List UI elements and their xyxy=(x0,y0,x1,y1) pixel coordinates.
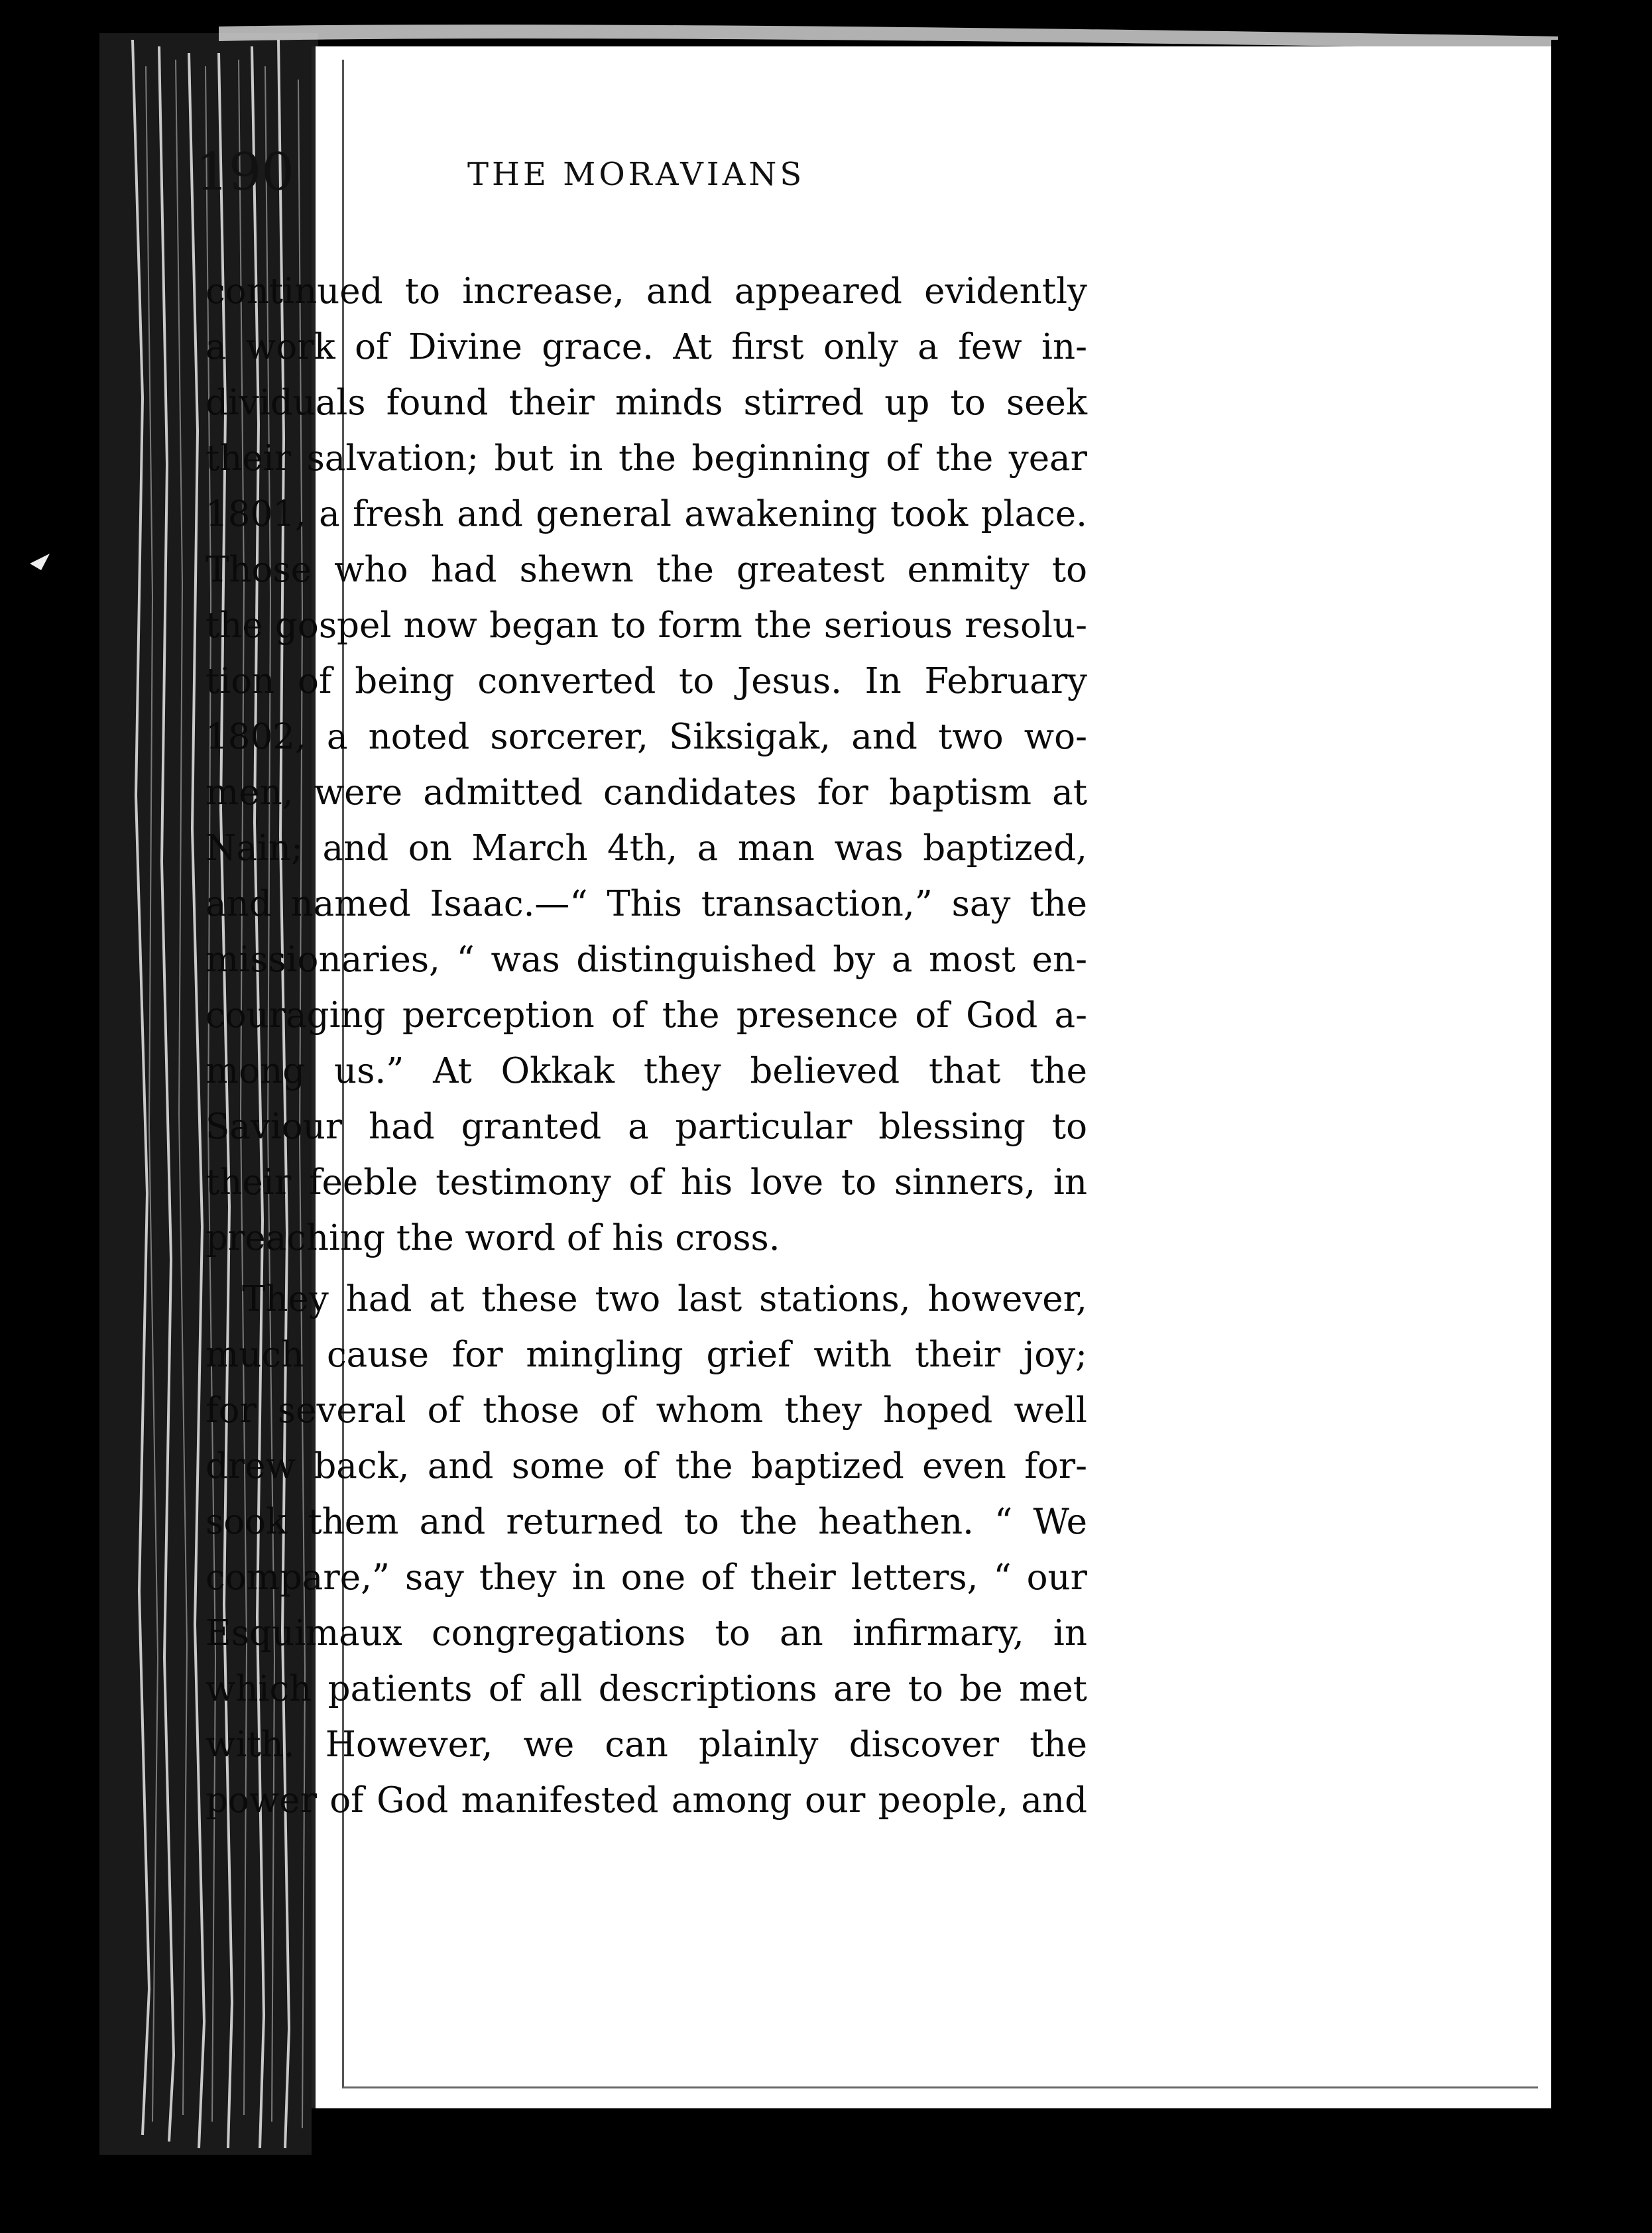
text-line: 1802, a noted sorcerer, Siksigak, and two wo- xyxy=(206,717,1087,757)
text-line: dividuals found their minds stirred up to seek xyxy=(206,383,1087,423)
running-title: THE MORAVIANS xyxy=(467,156,805,193)
text-line: missionaries, “ was distinguished by a most en- xyxy=(206,939,1087,980)
text-line: the gospel now began to form the serious resolu- xyxy=(206,605,1087,646)
running-header xyxy=(196,136,1124,209)
text-line: Nain; and on March 4th, a man was baptized, xyxy=(206,828,1087,869)
text-line: for several of those of whom they hoped well xyxy=(206,1390,1087,1431)
text-line: continued to increase, and appeared evidently xyxy=(206,271,1087,312)
text-line: power of God manifested among our people, and xyxy=(206,1780,1087,1821)
text-line: mong us.” At Okkak they believed that the xyxy=(206,1051,1087,1091)
text-line: preaching the word of his cross. xyxy=(206,1218,780,1258)
text-line: much cause for mingling grief with their joy; xyxy=(206,1335,1087,1375)
text-line: with. However, we can plainly discover the xyxy=(206,1724,1087,1765)
text-line: tion of being converted to Jesus. In February xyxy=(206,661,1087,701)
text-line: sook them and returned to the heathen. “ We xyxy=(206,1502,1087,1542)
text-line: men, were admitted candidates for baptism at xyxy=(206,772,1087,813)
text-line: Esquimaux congregations to an infirmary, in xyxy=(206,1613,1087,1654)
text-line: a work of Divine grace. At first only a few in- xyxy=(206,327,1087,367)
text-line: 1801, a fresh and general awakening took place. xyxy=(206,494,1087,534)
text-line: Saviour had granted a particular blessing to xyxy=(206,1107,1087,1147)
text-line: their feeble testimony of his love to sinners, in xyxy=(206,1162,1087,1203)
text-line: which patients of all descriptions are to be met xyxy=(206,1669,1087,1709)
text-line: They had at these two last stations, however, xyxy=(242,1279,1087,1319)
text-line: compare,” say they in one of their letters, “ our xyxy=(206,1557,1087,1598)
page-right-edge xyxy=(1551,40,1567,2128)
text-line: couraging perception of the presence of God a- xyxy=(206,995,1087,1036)
page-bottom-shadow xyxy=(312,2108,1571,2233)
page-number: 190 xyxy=(196,143,294,202)
text-line: Those who had shewn the greatest enmity to xyxy=(206,550,1087,590)
text-line: their salvation; but in the beginning of the year xyxy=(206,438,1087,479)
text-line: and named Isaac.—“ This transaction,” say the xyxy=(206,884,1087,924)
text-line: drew back, and some of the baptized even for- xyxy=(206,1446,1087,1486)
